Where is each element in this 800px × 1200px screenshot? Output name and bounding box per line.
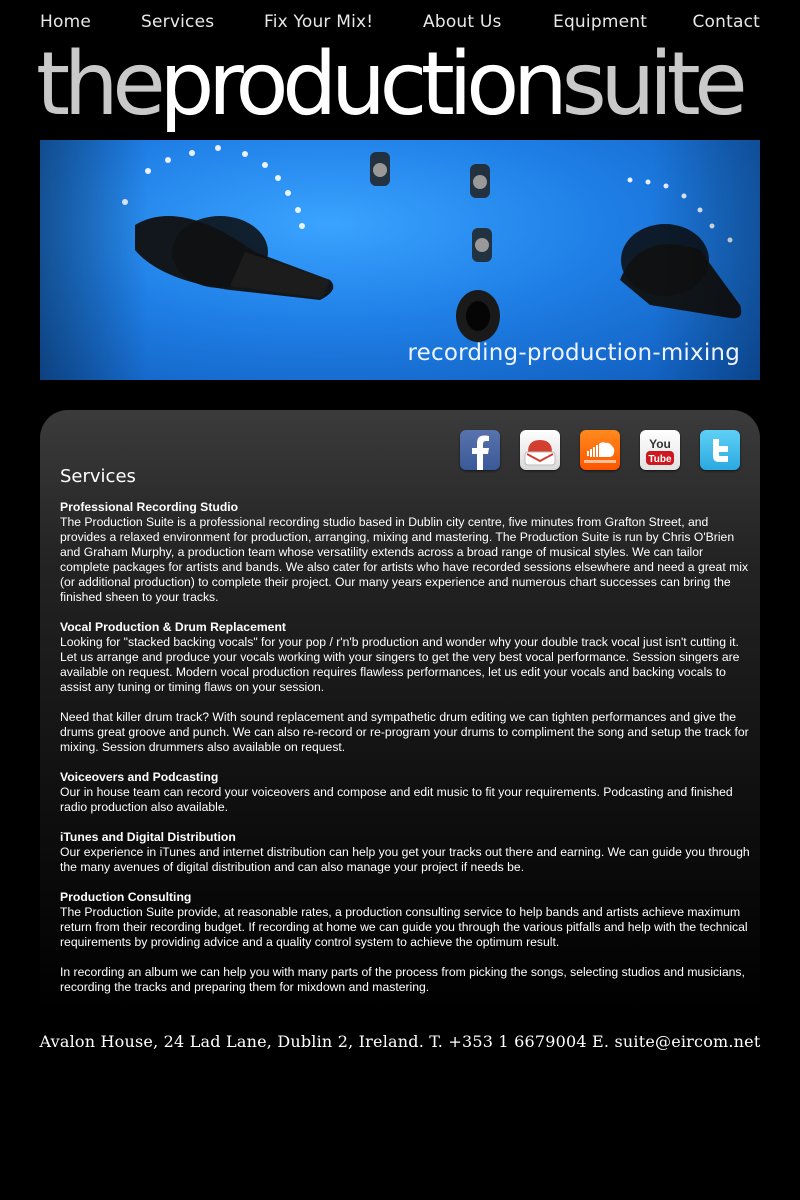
footer-contact: Avalon House, 24 Lad Lane, Dublin 2, Ireland. T. +353 1 6679004 E. suite@eircom.net: [39, 1032, 761, 1051]
nav-fix-your-mix[interactable]: Fix Your Mix!: [264, 12, 374, 32]
section-heading: Voiceovers and Podcasting: [60, 770, 219, 784]
section-heading: iTunes and Digital Distribution: [60, 830, 236, 844]
section-body: In recording an album we can help you with many parts of the process from picking the songs, selecting studios and musicians, recording the tracks and preparing them for mixdown and mastering.: [60, 965, 745, 994]
logo-part-the: the: [36, 33, 160, 135]
section-consulting: [60, 890, 750, 950]
page-title: Services: [60, 466, 136, 487]
section-body: The Production Suite is a professional recording studio based in Dublin city centre, five minutes from Grafton Street, and provides a relaxed environment for production, arranging, mixing and mastering. The Production Suite is run by Chris O'Brien and Graham Murphy, a production team whose versatility extends across a broad range of musical styles. We can tailor complete packages for artists and bands. We also cater for artists who have recorded sessions elsewhere and need a great mix (or additional production) to complete their project. Our many years experience and numerous chart successes can bring the finished sheen to your tracks.: [60, 515, 749, 604]
nav-equipment[interactable]: Equipment: [553, 12, 648, 32]
section-body: Looking for "stacked backing vocals" for your pop / r'n'b production and wonder why your double track vocal just isn't cutting it. Let us arrange and produce your vocals working with your singers to get the very best vocal performance. Session singers are available on request. Modern vocal production requires flawless performances, let us edit your vocals and backing vocals to assist any tuning or timing flaws on your session.: [60, 635, 740, 694]
twitter-icon[interactable]: [700, 430, 740, 470]
nav-home[interactable]: Home: [40, 12, 92, 32]
nav-services[interactable]: Services: [141, 12, 215, 32]
site-logo[interactable]: [36, 33, 764, 135]
section-heading: Production Consulting: [60, 890, 192, 904]
services-content: [60, 500, 750, 1010]
logo-part-production: production: [159, 33, 562, 135]
section-recording: [60, 500, 750, 605]
hero-tagline: recording-production-mixing: [407, 340, 740, 366]
section-vocal: [60, 620, 750, 695]
gmail-icon[interactable]: [520, 430, 560, 470]
nav-contact[interactable]: Contact: [692, 12, 760, 32]
logo-part-suite: suite: [561, 33, 742, 135]
section-body: Need that killer drum track? With sound replacement and sympathetic drum editing we can tighten performances and give the drums great groove and punch. We can also re-record or re-program your drums to compliment the song and setup the track for mixing. Session drummers also available on request.: [60, 710, 749, 754]
youtube-icon[interactable]: [640, 430, 680, 470]
svg-text:You: You: [649, 437, 671, 451]
soundcloud-icon[interactable]: [580, 430, 620, 470]
section-body: Our in house team can record your voiceovers and compose and edit music to fit your requirements. Podcasting and finished radio production also available.: [60, 785, 733, 814]
svg-text:Tube: Tube: [648, 454, 672, 465]
section-heading: Vocal Production & Drum Replacement: [60, 620, 286, 634]
nav-about-us[interactable]: About Us: [423, 12, 502, 32]
facebook-icon[interactable]: [460, 430, 500, 470]
content-panel: [40, 410, 760, 1010]
section-heading: Professional Recording Studio: [60, 500, 239, 514]
section-itunes: [60, 830, 750, 875]
section-body: Our experience in iTunes and internet distribution can help you get your tracks out there and earning. We can guide you through the many avenues of digital distribution and can also manage your project if needs be.: [60, 845, 750, 874]
hero-banner: [40, 140, 760, 380]
section-body: The Production Suite provide, at reasonable rates, a production consulting service to help bands and artists achieve maximum return from their recording budget. If recording at home we can guide you through the various pitfalls and help with the technical requirements by providing advice and a quality control system to achieve the optimum result.: [60, 905, 748, 949]
section-voiceovers: [60, 770, 750, 815]
